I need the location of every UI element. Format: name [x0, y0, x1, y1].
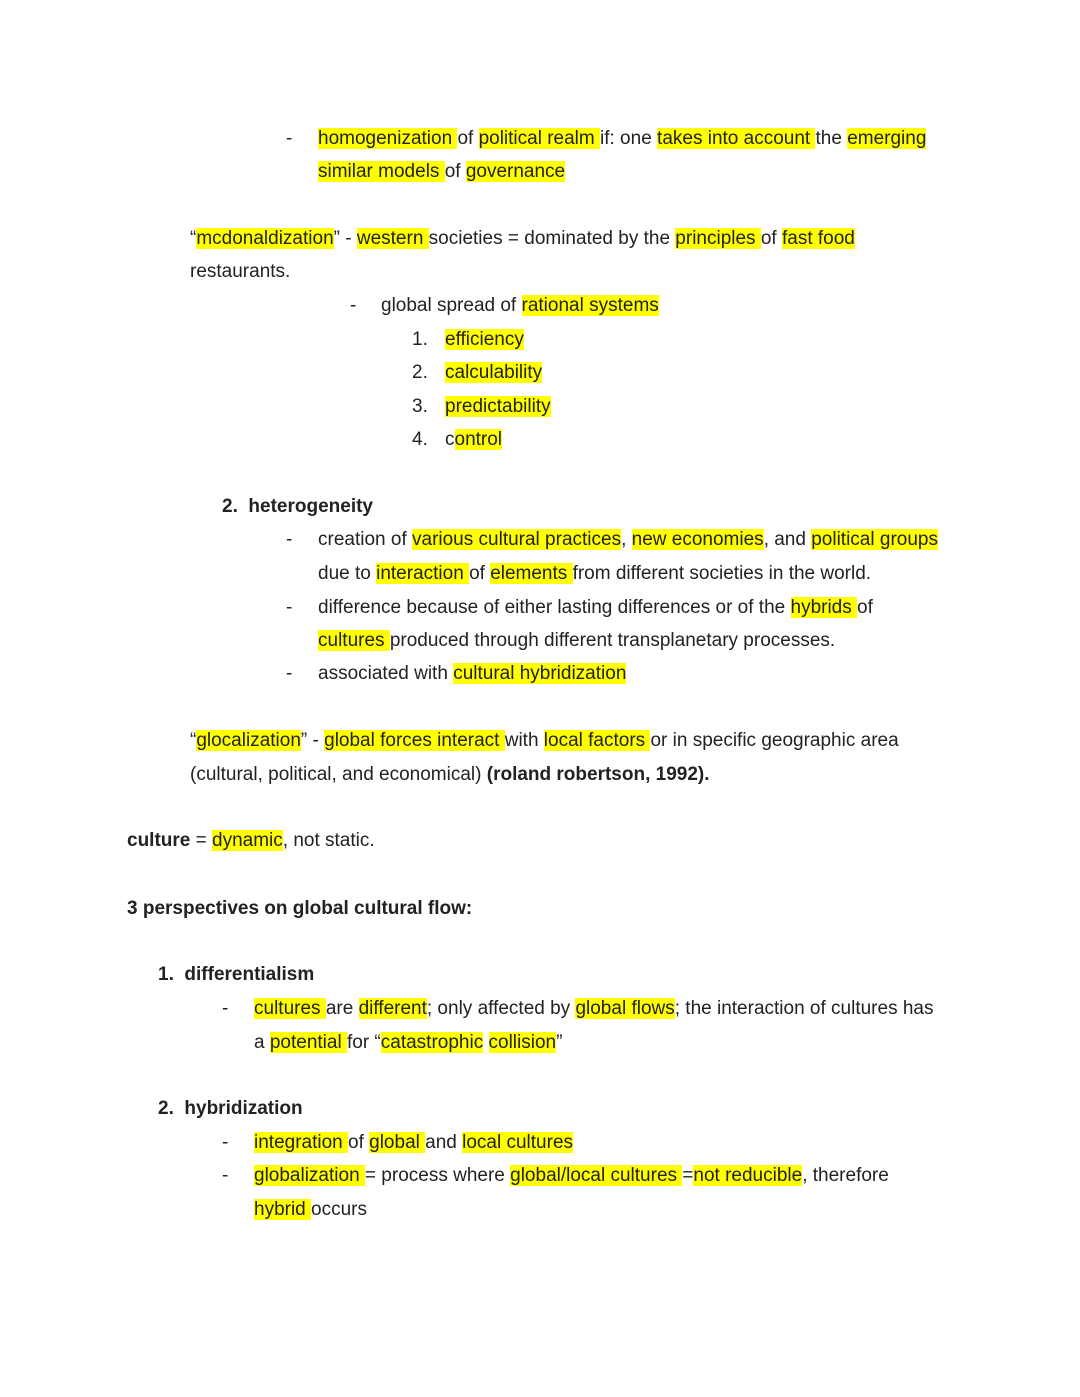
highlighted-text: cultures: [610, 1165, 683, 1186]
bullet-dash: -: [222, 1132, 229, 1153]
highlighted-text: global forces interact: [324, 730, 505, 751]
text-segment: from different societies in the world.: [572, 563, 872, 584]
highlighted-text: western: [356, 228, 429, 249]
text-segment: ; the interaction of cultures has: [674, 998, 934, 1019]
text-segment: restaurants.: [190, 261, 291, 282]
text-segment: if: one: [600, 128, 658, 149]
text-segment: of: [457, 128, 479, 149]
culture-dynamic-line: [127, 824, 375, 858]
bold-text: (roland robertson, 1992).: [486, 764, 710, 785]
hybridization-bullet-2-line-2: [254, 1193, 367, 1227]
highlighted-text: global: [369, 1132, 426, 1153]
rational-systems-bullet: [381, 289, 659, 323]
list-item-control: [445, 423, 502, 457]
hybridization-bullet-2-line-1: [254, 1159, 889, 1193]
bullet-dash: -: [222, 998, 229, 1019]
bullet-dash: -: [286, 597, 293, 618]
text-segment: creation of: [318, 529, 412, 550]
highlighted-text: hybrid: [254, 1199, 312, 1220]
list-item-predictability: [445, 390, 551, 424]
text-segment: ; only affected by: [426, 998, 576, 1019]
highlighted-text: takes into account: [657, 128, 816, 149]
text-segment: [483, 1032, 488, 1053]
text-segment: occurs: [311, 1199, 367, 1220]
text-segment: “: [190, 730, 197, 751]
list-number: 3.: [412, 396, 428, 417]
list-item-calculability: [445, 356, 542, 390]
text-segment: a: [254, 1032, 270, 1053]
text-segment: of: [348, 1132, 370, 1153]
text-segment: associated with: [318, 663, 454, 684]
highlighted-text: homogenization: [318, 128, 458, 149]
text-segment: of: [444, 161, 466, 182]
differentialism-heading: 1. differentialism: [158, 964, 315, 985]
text-segment: , and: [763, 529, 812, 550]
mcdonaldization-line-1: [190, 222, 855, 256]
highlighted-text: similar models: [318, 161, 445, 182]
highlighted-text: catastrophic: [380, 1032, 484, 1053]
text-segment: “: [190, 228, 197, 249]
mcdonaldization-line-2: [190, 255, 290, 289]
list-number: 1.: [412, 329, 428, 350]
highlighted-text: various cultural practices: [412, 529, 622, 550]
highlighted-text: interaction: [376, 563, 470, 584]
highlighted-text: fast food: [781, 228, 855, 249]
highlighted-text: political groups: [811, 529, 938, 550]
list-number: 2.: [412, 362, 428, 383]
text-segment: the: [815, 128, 848, 149]
text-segment: , not static.: [282, 830, 375, 851]
glocalization-line-1: [190, 724, 899, 758]
highlighted-text: integration: [254, 1132, 349, 1153]
highlighted-text: hybrids: [790, 597, 858, 618]
text-segment: of: [760, 228, 782, 249]
text-segment: of: [469, 563, 491, 584]
text-segment: (cultural, political, and economical): [190, 764, 487, 785]
highlighted-text: not reducible: [693, 1165, 803, 1186]
text-segment: ”: [556, 1032, 563, 1053]
list-item-efficiency: [445, 323, 524, 357]
highlighted-text: local factors: [543, 730, 651, 751]
highlighted-text: calculability: [445, 362, 543, 383]
highlighted-text: cultural hybridization: [453, 663, 627, 684]
highlighted-text: glocalization: [196, 730, 301, 751]
highlighted-text: cultures: [318, 630, 390, 651]
text-segment: = process where: [364, 1165, 511, 1186]
hybridization-heading: 2. hybridization: [158, 1098, 303, 1119]
text-segment: c: [445, 429, 455, 450]
text-segment: or in specific geographic area: [650, 730, 899, 751]
highlighted-text: different: [358, 998, 427, 1019]
highlighted-text: cultures: [254, 998, 326, 1019]
highlighted-text: new economies: [631, 529, 764, 550]
bullet-dash: -: [286, 128, 293, 149]
highlighted-text: potential: [269, 1032, 347, 1053]
text-segment: difference because of either lasting differences or of the: [318, 597, 791, 618]
heterogeneity-bullet-1-line-2: [318, 557, 871, 591]
text-segment: with: [504, 730, 544, 751]
text-segment: are: [325, 998, 359, 1019]
heterogeneity-bullet-2-line-2: [318, 624, 835, 658]
highlighted-text: elements: [490, 563, 573, 584]
text-segment: , therefore: [802, 1165, 889, 1186]
highlighted-text: governance: [465, 161, 566, 182]
highlighted-text: principles: [675, 228, 761, 249]
hybridization-bullet-1: [254, 1126, 573, 1160]
heterogeneity-bullet-2-line-1: [318, 591, 873, 625]
differentialism-line-1: [254, 992, 934, 1026]
perspectives-heading: 3 perspectives on global cultural flow:: [127, 898, 473, 919]
heterogeneity-bullet-3: [318, 657, 626, 691]
highlighted-text: mcdonaldization: [196, 228, 334, 249]
highlighted-text: global flows: [575, 998, 675, 1019]
text-segment: ” -: [333, 228, 357, 249]
text-segment: global spread of: [381, 295, 522, 316]
highlighted-text: global/local: [510, 1165, 611, 1186]
text-segment: due to: [318, 563, 377, 584]
highlighted-text: predictability: [445, 396, 551, 417]
highlighted-text: local cultures: [462, 1132, 574, 1153]
highlighted-text: rational systems: [521, 295, 659, 316]
glocalization-line-2: [190, 758, 710, 792]
differentialism-line-2: [254, 1026, 562, 1060]
highlighted-text: efficiency: [445, 329, 524, 350]
highlighted-text: political realm: [478, 128, 600, 149]
bullet-dash: -: [286, 663, 293, 684]
text-segment: societies = dominated by the: [428, 228, 676, 249]
text-segment: for “: [346, 1032, 381, 1053]
highlighted-text: collision: [488, 1032, 557, 1053]
bullet-dash: -: [350, 295, 357, 316]
highlighted-text: globalization: [254, 1165, 365, 1186]
text-segment: produced through different transplanetary processes.: [389, 630, 836, 651]
heterogeneity-bullet-1-line-1: [318, 523, 938, 557]
text-segment: =: [682, 1165, 694, 1186]
list-number: 4.: [412, 429, 428, 450]
text-segment: and: [425, 1132, 463, 1153]
bold-text: culture: [127, 830, 191, 851]
text-segment: ” -: [300, 730, 325, 751]
bullet-dash: -: [222, 1165, 229, 1186]
political-homogenization-line-2: [318, 155, 565, 189]
text-segment: ,: [621, 529, 632, 550]
highlighted-text: dynamic: [212, 830, 283, 851]
bullet-dash: -: [286, 529, 293, 550]
highlighted-text: emerging: [847, 128, 927, 149]
heterogeneity-heading: 2. heterogeneity: [222, 496, 373, 517]
political-homogenization-line-1: [318, 122, 926, 156]
text-segment: =: [190, 830, 213, 851]
highlighted-text: ontrol: [454, 429, 503, 450]
text-segment: of: [857, 597, 873, 618]
